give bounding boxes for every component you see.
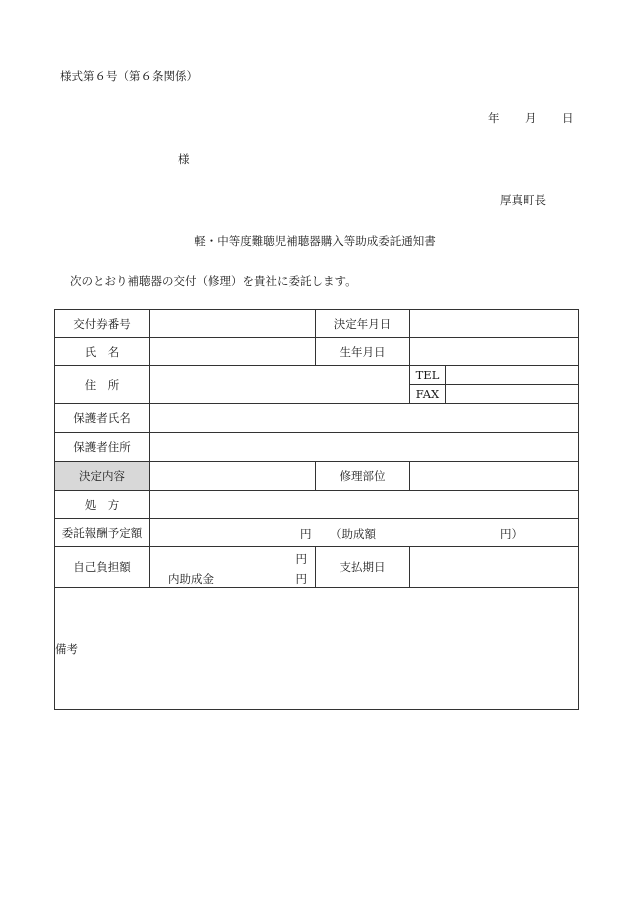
decision-date-label: 決定年月日	[316, 310, 410, 338]
decision-content-field[interactable]	[150, 462, 316, 491]
table-row	[55, 404, 579, 433]
table-row	[55, 547, 579, 588]
table-row	[55, 310, 579, 338]
address-label: 住 所	[55, 366, 150, 404]
repair-part-field[interactable]	[410, 462, 579, 491]
subsidy-yen-unit: 円）	[500, 527, 523, 541]
prescription-label: 処 方	[55, 491, 150, 519]
remarks-label: 備考	[55, 641, 78, 656]
subsidy-breakdown-yen-unit: 円	[295, 572, 307, 586]
guardian-address-field[interactable]	[150, 433, 579, 462]
table-row	[55, 462, 579, 491]
fee-label: 委託報酬予定額	[55, 519, 150, 547]
tel-field[interactable]	[446, 366, 579, 385]
table-row	[55, 366, 579, 385]
date-day-label: 日	[562, 111, 574, 125]
subsidy-label: （助成額	[330, 527, 376, 541]
guardian-name-label: 保護者氏名	[55, 404, 150, 433]
fee-yen-unit: 円	[300, 527, 312, 541]
addressee-suffix: 様	[178, 152, 190, 166]
repair-part-label: 修理部位	[316, 462, 410, 491]
voucher-no-field[interactable]	[150, 310, 316, 338]
fee-field[interactable]	[150, 519, 579, 547]
table-row	[55, 588, 579, 710]
intro-text: 次のとおり補聴器の交付（修理）を貴社に委託します。	[70, 274, 357, 288]
document-title: 軽・中等度難聴児補聴器購入等助成委託通知書	[194, 234, 436, 248]
fax-field[interactable]	[446, 385, 579, 404]
decision-content-label: 決定内容	[55, 462, 150, 491]
address-field[interactable]	[150, 366, 410, 404]
self-pay-field[interactable]	[150, 547, 316, 588]
self-pay-label: 自己負担額	[55, 547, 150, 588]
tel-label: TEL	[410, 366, 446, 385]
payment-due-label: 支払期日	[316, 547, 410, 588]
guardian-name-field[interactable]	[150, 404, 579, 433]
form-number: 様式第６号（第６条関係）	[60, 69, 198, 83]
birth-date-label: 生年月日	[316, 338, 410, 366]
payment-due-field[interactable]	[410, 547, 579, 588]
table-row	[55, 433, 579, 462]
name-field[interactable]	[150, 338, 316, 366]
decision-date-field[interactable]	[410, 310, 579, 338]
remarks-field[interactable]	[55, 588, 579, 710]
table-row	[55, 491, 579, 519]
subsidy-breakdown-label: 内助成金	[168, 572, 214, 586]
fax-label: FAX	[410, 385, 446, 404]
guardian-address-label: 保護者住所	[55, 433, 150, 462]
name-label: 氏 名	[55, 338, 150, 366]
voucher-no-label: 交付券番号	[55, 310, 150, 338]
date-year-label: 年	[488, 111, 500, 125]
date-month-label: 月	[525, 111, 537, 125]
table-row	[55, 519, 579, 547]
table-row	[55, 338, 579, 366]
birth-date-field[interactable]	[410, 338, 579, 366]
sender: 厚真町長	[500, 193, 546, 207]
prescription-field[interactable]	[150, 491, 579, 519]
notification-form-table	[54, 309, 579, 710]
self-pay-yen-unit: 円	[295, 552, 307, 566]
